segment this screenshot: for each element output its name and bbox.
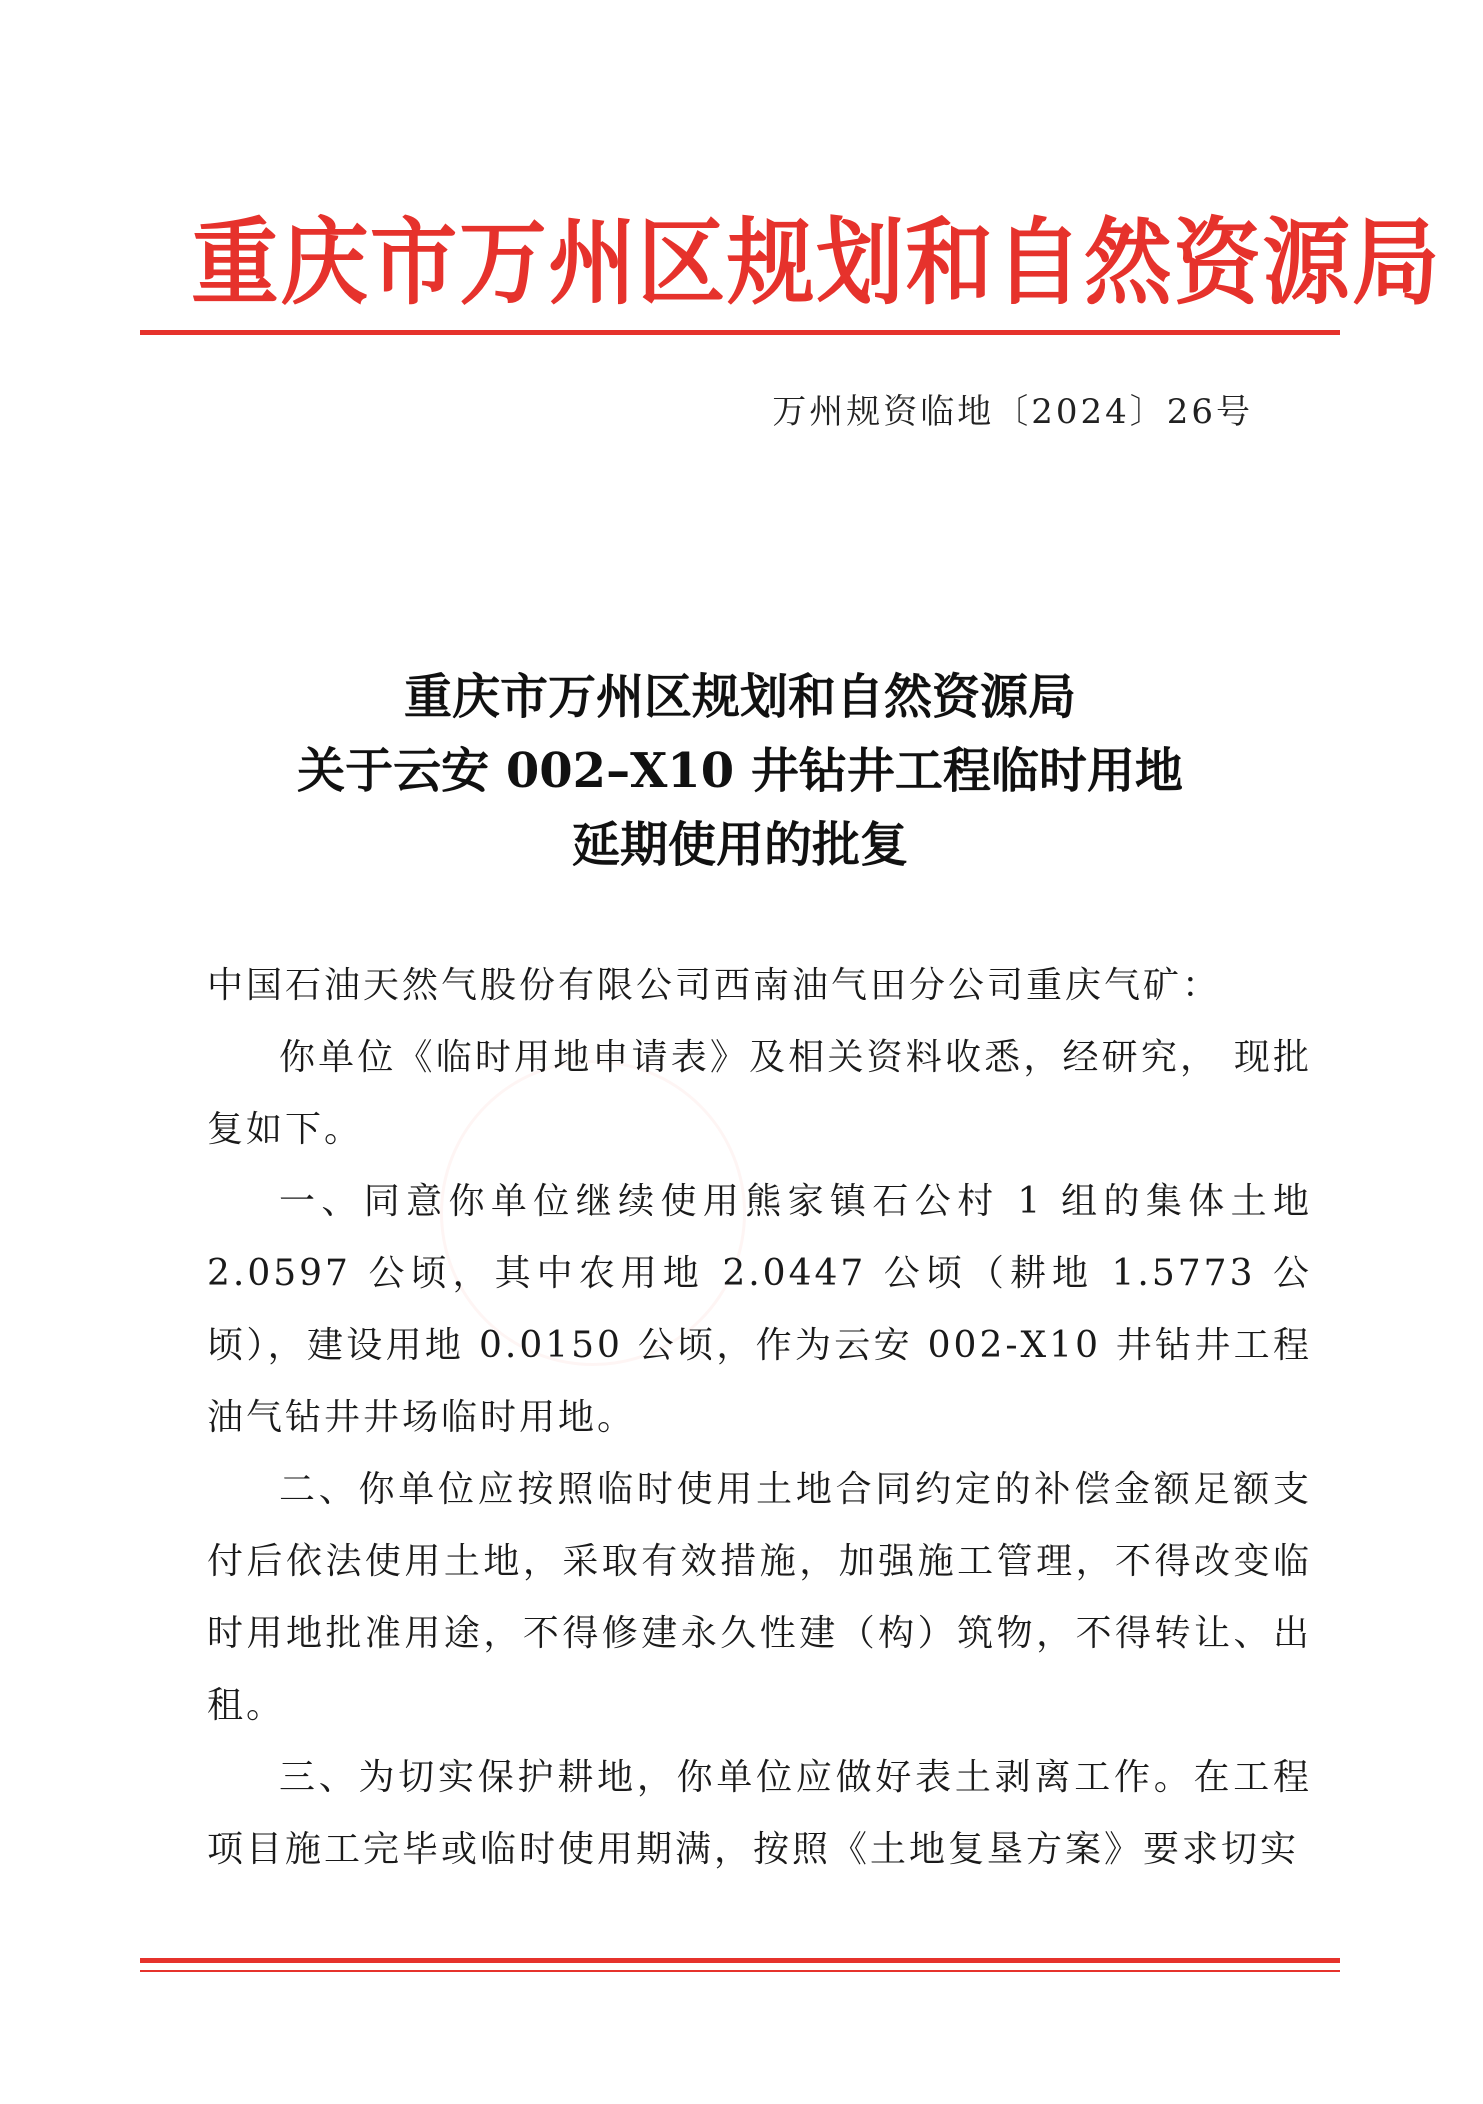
addressee: 中国石油天然气股份有限公司西南油气田分公司重庆气矿：	[207, 965, 1222, 1006]
letterhead-agency-name: 重庆市万州区规划和自然资源局	[191, 208, 1442, 318]
item-3-paragraph: 三、为切实保护耕地，你单位应做好表土剥离工作。在工程项目施工完毕或临时使用期满，按照《土地复垦方案》要求切实	[207, 1757, 1312, 1870]
intro-paragraph: 你单位《临时用地申请表》及相关资料收悉，经研究， 现批复如下。	[207, 1037, 1312, 1150]
footer-red-rule-top	[140, 1958, 1340, 1963]
title-line-2: 关于云安 002–X10 井钻井工程临时用地	[297, 743, 1183, 799]
item-1-paragraph: 一、同意你单位继续使用熊家镇石公村 1 组的集体土地 2.0597 公顷，其中农用地 2.0447 公顷（耕地 1.5773 公顷），建设用地 0.0150 公顷，作为云安 002-X10 井钻井工程油气钻井井场临时用地。	[207, 1181, 1312, 1438]
letterhead-red-rule	[140, 330, 1340, 335]
title-line-3: 延期使用的批复	[571, 817, 908, 873]
title-line-1: 重庆市万州区规划和自然资源局	[403, 669, 1076, 725]
document-number: 万州规资临地〔2024〕26号	[772, 392, 1253, 432]
footer-red-rule-bottom	[140, 1970, 1340, 1972]
document-body	[207, 950, 1312, 1886]
document-title	[140, 660, 1340, 882]
item-2-paragraph: 二、你单位应按照临时使用土地合同约定的补偿金额足额支付后依法使用土地，采取有效措施，加强施工管理，不得改变临时用地批准用途，不得修建永久性建（构）筑物，不得转让、出租。	[207, 1469, 1312, 1726]
